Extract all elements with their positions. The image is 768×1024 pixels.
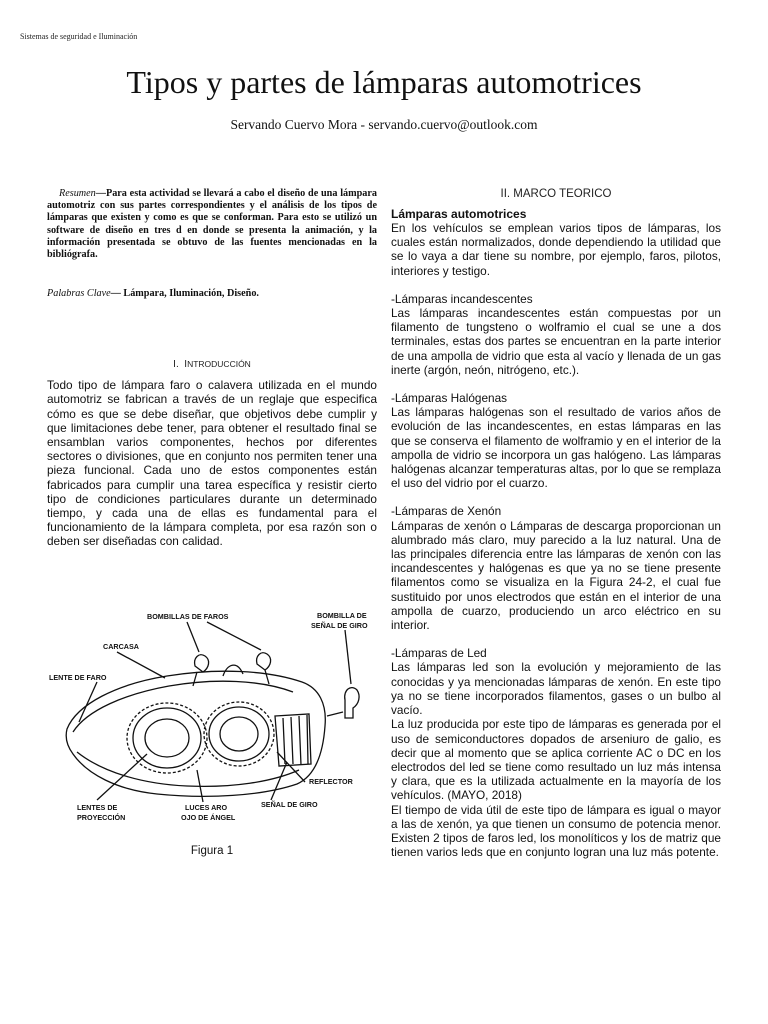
section-halogenas — [391, 391, 721, 490]
text-led-2: La luz producida por este tipo de lámparas es generada por el uso de semiconductores dopados de arseniuro de galio, es decir que al momento que se aplica corriente AC o DC en los electrodos del led se tiene como resultado un luz más intensa y clara, que es la utilizada actualmente en la mayoría de los vehículos. (MAYO, 2018) — [391, 717, 721, 803]
abstract — [47, 188, 377, 261]
label-reflector: REFLECTOR — [309, 777, 353, 786]
section-heading-marco: II. MARCO TEORICO — [500, 188, 612, 200]
label-senal-giro: SEÑAL DE GIRO — [261, 800, 318, 809]
text-led-3: El tiempo de vida útil de este tipo de lámpara es igual o mayor a las de xenón, ya que tienen un consumo de potencia menor. Existen 2 tipos de faros led, los monolíticos y los de matriz que tienen varios leds que en conjunto logran una luz más potente. — [391, 802, 721, 860]
marco-intro-text: En los vehículos se emplean varios tipos de lámparas, los cuales están normalizados, donde dependiendo la utilidad que se lo vaya a dar tiene su nombre, por ejemplo, faros, pilotos, interiores y testigo. — [391, 221, 721, 278]
label-bombillas: BOMBILLAS DE FAROS — [147, 612, 229, 621]
headlamp-bulb-left — [195, 655, 209, 672]
label-bombilla-giro-1: BOMBILLA DE — [317, 611, 367, 620]
angel-eye-left — [127, 703, 207, 773]
paper-title: Tipos y partes de lámparas automotrices — [126, 64, 642, 100]
label-lente: LENTE DE FARO — [49, 673, 107, 682]
text-incandescentes: Las lámparas incandescentes están compuestas por un filamento de tungsteno o wolframio el cual se une a dos terminales, estas dos partes se encuentran en la parte interior de una ampolla de vidrio que esta al vacío y llenada de un gas inerte (argón, neón, nitrógeno, etc.). — [391, 306, 721, 377]
section-incandescentes — [391, 292, 721, 377]
label-led: -Lámparas de Led — [391, 646, 487, 661]
keywords-text: — Lámpara, Iluminación, Diseño. — [110, 288, 259, 300]
label-lentes-proy-2: PROYECCIÓN — [77, 813, 126, 822]
text-led-1: Las lámparas led son la evolución y mejoramiento de las conocidas y ya mencionadas lámparas de xenón. En este tipo ya no se tiene incorporados filamentos, gases o un bulbo al vacío. — [391, 660, 721, 718]
running-head: Sistemas de seguridad e Iluminación — [20, 32, 138, 41]
leader-bombillas — [187, 622, 261, 652]
keywords — [47, 288, 377, 299]
text-halogenas: Las lámparas halógenas son el resultado de varios años de evolución de las incandescentes, en estas lámparas en las que se conserva el filamento de wolframio y en el interior de la ampolla de vidrio se incorpora un gas halógeno. Las lámparas halógenas alcanzar temperaturas altas, por lo que se remplaza el uso del vidrio por el cuarzo. — [391, 405, 721, 491]
leader-bombilla-giro — [345, 630, 351, 684]
paper-authors: Servando Cuervo Mora - servando.cuervo@outlook.com — [230, 117, 538, 132]
abstract-lead: Resumen — [59, 188, 96, 199]
label-bombilla-giro-2: SEÑAL DE GIRO — [311, 621, 368, 630]
lens-lower-edge — [77, 752, 299, 786]
angel-eye-right — [204, 702, 274, 766]
label-incandescentes: -Lámparas incandescentes — [391, 291, 533, 306]
turn-signal-connector — [327, 712, 343, 716]
label-luces-aro-1: LUCES ARO — [185, 803, 228, 812]
subhead-lamparas: Lámparas automotrices — [391, 207, 527, 221]
label-halogenas: -Lámparas Halógenas — [391, 391, 508, 406]
headlamp-diagram — [47, 604, 377, 834]
intro-text: Todo tipo de lámpara faro o calavera utilizada en el mundo automotriz se fabrican a través de un reglaje que especifica cómo es que se debe diseñar, que objetivos debe cumplir y que limitaciones debe tener, para obtener el resultado final se ensamblan varios componentes, hechos por diferentes sectores o divisiones, que en conjunto nos permiten tener una pieza funcional. Cada uno de estos componentes están fabricados para cumplir una tarea específica y resistir cierto tipo de condiciones particulares durante un determinado tiempo, y cada una de ellas es fundamental para el funcionamiento de la lámpara completa, por esa razón son o deben ser diseñadas con calidad. — [47, 378, 377, 549]
label-lentes-proy-1: LENTES DE — [77, 803, 118, 812]
turn-signal-bulb — [345, 688, 359, 718]
projector-lens-inner-right — [220, 717, 258, 751]
leader-carcasa — [117, 652, 165, 678]
projector-lens-outer-left — [133, 708, 201, 768]
turn-signal-lines — [283, 715, 308, 765]
label-xenon: -Lámparas de Xenón — [391, 504, 502, 519]
leader-lentes-proy — [97, 754, 147, 800]
figure-caption: Figura 1 — [190, 845, 234, 857]
label-carcasa: CARCASA — [103, 642, 139, 651]
left-column — [47, 188, 377, 549]
section-led — [391, 646, 721, 859]
headlamp-bulb-right — [257, 653, 271, 670]
section-heading-intro — [47, 359, 377, 370]
intro-number: I. — [173, 359, 179, 371]
label-luces-aro-2: OJO DE ÁNGEL — [181, 813, 236, 822]
section-xenon — [391, 504, 721, 632]
projector-lens-inner-left — [145, 719, 189, 757]
headlamp-figure — [47, 604, 377, 834]
right-column — [391, 188, 721, 859]
intro-initial: I — [184, 359, 188, 371]
projector-lens-outer-right — [209, 707, 269, 761]
intro-rest: NTRODUCCIÓN — [187, 359, 251, 370]
leader-senal-giro — [271, 762, 287, 800]
abstract-text: —Para esta actividad se llevará a cabo el diseño de una lámpara automotriz con sus partes correspondientes y el análisis de los tipos de lámparas que existen y como es que se conforman. Para esto se utilizó un software de diseño en tres d en donde se presenta la animación, y la información presentada se obtuvo de las fuentes mencionadas en la bibliógrafa. — [47, 188, 377, 261]
keywords-lead: Palabras Clave — [47, 288, 111, 300]
text-xenon: Lámparas de xenón o Lámparas de descarga proporcionan un alumbrado más claro, muy parecido a la luz natural. Una de las principales diferencia entre las lámparas de xenón con las incandescentes y halógenas es que ya no se tiene presente filamentos como se visualiza en la Figura 24-2, el cual fue sustituido por unos electrodos que están en el interior de una ampolla de cuarzo, produciendo un arco eléctrico en su interior. — [391, 518, 721, 633]
